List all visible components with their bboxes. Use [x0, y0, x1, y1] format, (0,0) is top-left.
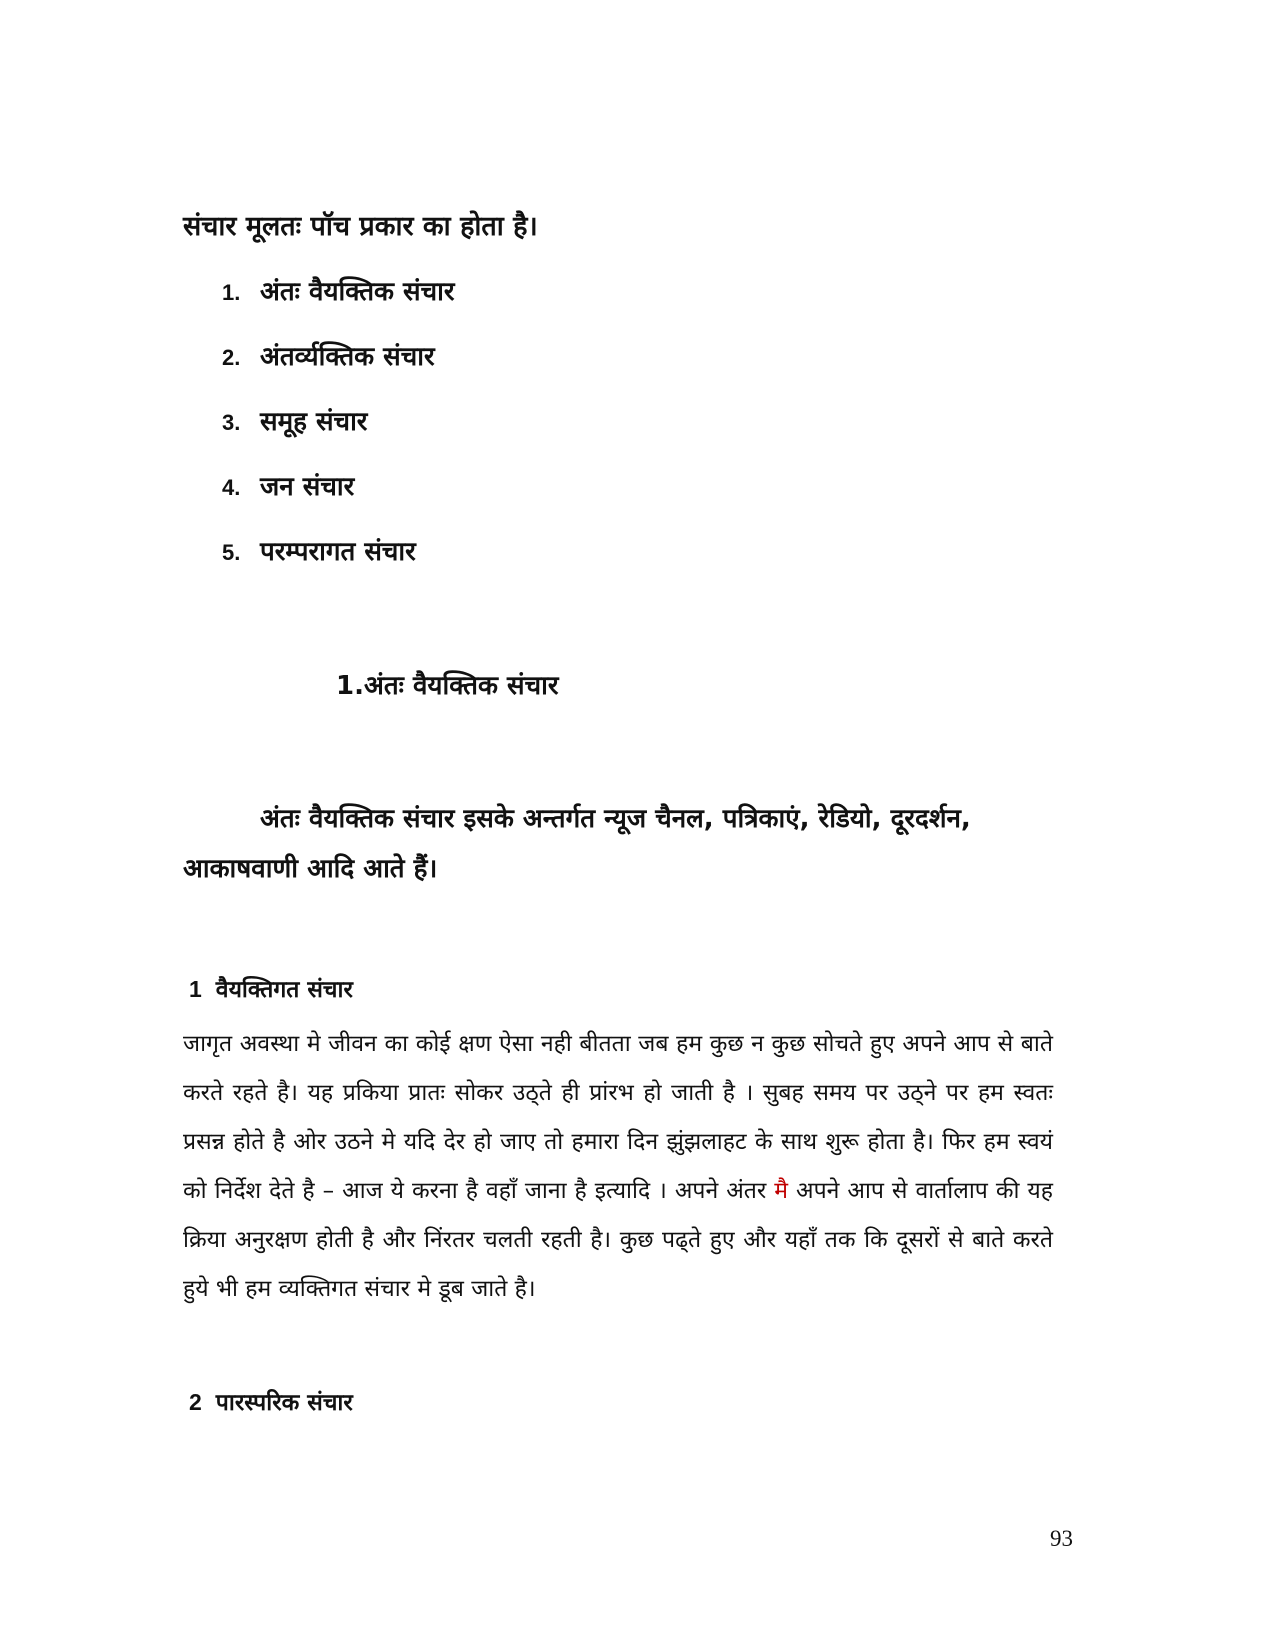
list-item [222, 272, 455, 337]
paragraph-text: जागृत अवस्था मे जीवन का कोई क्षण ऐसा नही बीतता जब हम कुछ न कुछ सोचते हुए अपने आप से बाते करते रहते है। यह प्रकिया प्रातः सोकर उठ्ते ही प्रांरभ हो जाती है । सुबह समय पर उठ्ने पर हम स्वतः प्रसन्न होते है ओर उठने मे यदि देर हो जाए तो हमारा दिन झुंझलाहट के साथ शुरू होता है। फिर हम स्वयं को निर्देश देते है – आज ये करना है वहाँ जाना है इत्यादि । अपने अंतर [183, 1031, 1053, 1204]
section-number: 2 [189, 1389, 202, 1415]
list-item-number: 3. [222, 410, 241, 435]
list-item-label: जन संचार [260, 472, 355, 502]
section-heading [189, 972, 353, 1004]
body-paragraph [183, 1020, 1053, 1314]
list-item-label: अंतर्व्यक्तिक संचार [260, 342, 435, 372]
section-title: पारस्परिक संचार [215, 1390, 353, 1416]
list-item-number: 2. [222, 345, 241, 370]
subheading: 1.अंतः वैयक्तिक संचार [336, 671, 559, 701]
list-item-number: 5. [222, 540, 241, 565]
list-item-number: 1. [222, 280, 241, 305]
section-number: 1 [189, 976, 202, 1002]
page-number: 93 [1050, 1526, 1073, 1551]
list-item-label: अंतः वैयक्तिक संचार [260, 277, 455, 307]
list-item-number: 4. [222, 475, 241, 500]
section-heading [189, 1385, 353, 1417]
list-item-label: समूह संचार [260, 407, 368, 437]
list-item-label: परम्परागत संचार [260, 537, 416, 567]
highlighted-word: मै [774, 1178, 789, 1204]
section-title: वैयक्तिगत संचार [215, 977, 353, 1003]
communication-types-list [222, 272, 455, 597]
list-item [222, 402, 455, 467]
list-item [222, 337, 455, 402]
list-item [222, 467, 455, 532]
paragraph-text: अपने आप से वार्तालाप की यह क्रिया अनुरक्षण होती है और निंरतर चलती रहती है। कुछ पढ्ते हुए और यहाँ तक कि दूसरों से बाते करते हुये भी हम व्यक्तिगत संचार मे डूब जाते है। [183, 1178, 1053, 1302]
intro-sentence: संचार मूलतः पॉच प्रकार का होता है। [183, 211, 538, 242]
intro-paragraph: अंतः वैयक्तिक संचार इसके अन्तर्गत न्यूज चैनल, पत्रिकाएं, रेडियो, दूरदर्शन, आकाषवाणी आदि आते हैं। [183, 804, 971, 884]
list-item [222, 532, 455, 597]
